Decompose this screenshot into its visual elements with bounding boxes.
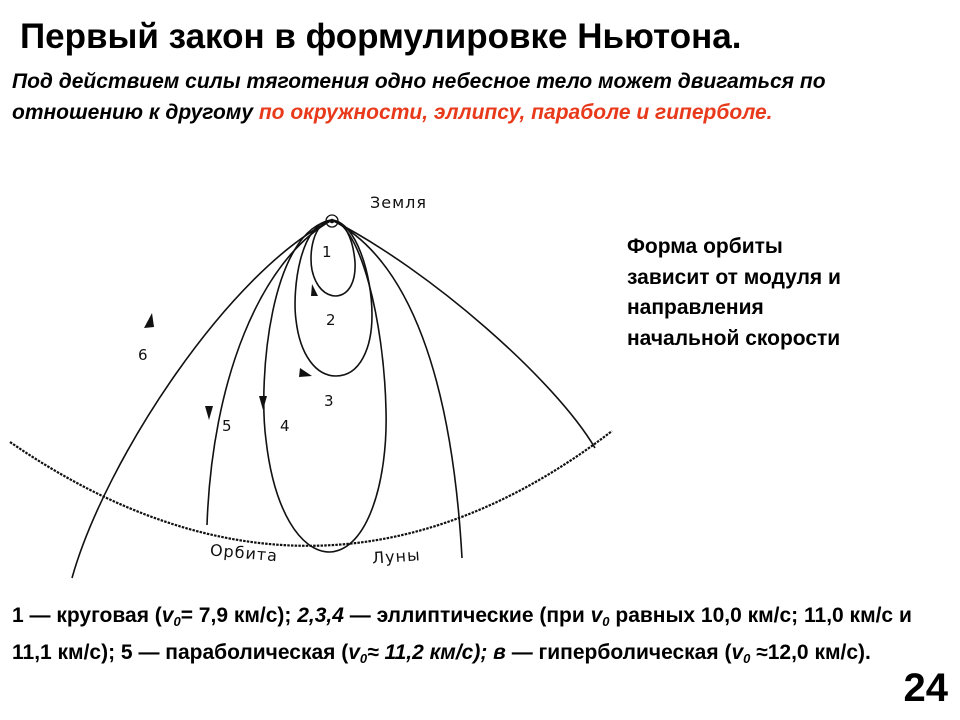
caption-run: ≈12,0 км/с). — [750, 641, 871, 664]
slide-number: 24 — [903, 666, 948, 710]
earth-label: Земля — [370, 193, 428, 212]
caption-run: v — [348, 641, 360, 664]
moon-orbit — [10, 431, 612, 546]
first-law-statement — [12, 66, 912, 128]
caption-run: = 7,9 км/с); — [180, 604, 298, 627]
arrow-orbit-4 — [259, 396, 267, 410]
orbit-velocity-legend — [12, 597, 947, 671]
caption-run: v — [161, 604, 174, 627]
arrow-orbit-2 — [311, 284, 318, 296]
caption-run: равных 10,0 км/с; 11,0 км/с и 11,1 км/с); 5 — параболическая ( — [12, 604, 912, 664]
subscript-run: 0 — [743, 651, 751, 666]
statement-highlight: по окружности, эллипсу, параболе и гиперболе. — [258, 101, 773, 124]
slide-title: Первый закон в формулировке Ньютона. — [20, 17, 742, 56]
orbit-label-2: 2 — [326, 311, 336, 329]
subscript-run: 0 — [602, 614, 610, 629]
caption-run: v — [590, 604, 603, 627]
moon-orbit-label-2: Луны — [371, 545, 422, 568]
caption-run: 2,3,4 — [297, 604, 344, 627]
orbit-shape-note — [627, 232, 927, 354]
note-line: направления — [627, 296, 764, 319]
arrow-orbit-6 — [144, 313, 154, 328]
caption-run: — эллиптические (при — [343, 604, 591, 627]
orbit-2-ellipse — [311, 220, 355, 296]
orbit-label-1: 1 — [322, 243, 332, 261]
caption-run: 1 — круговая ( — [12, 604, 162, 627]
subscript-run: 0 — [359, 651, 368, 666]
caption-run: — гиперболическая ( — [505, 641, 732, 664]
orbit-label-5: 5 — [222, 417, 232, 435]
caption-run: ≈ 11,2 км/с); в — [367, 641, 506, 664]
orbit-label-3: 3 — [324, 392, 334, 410]
arrow-orbit-5 — [205, 406, 213, 420]
earth-dot — [330, 219, 335, 224]
orbit-4-ellipse — [264, 220, 386, 552]
subscript-run: 0 — [173, 614, 181, 629]
note-line: зависит от модуля и — [627, 265, 841, 289]
caption-run: v — [731, 641, 744, 664]
orbit-3-ellipse — [295, 220, 372, 376]
note-line: Форма орбиты — [627, 235, 783, 258]
moon-orbit-label-1: Орбита — [209, 540, 279, 566]
statement-text: Под действием силы тяготения одно небесное тело может двигаться по отношению к другому — [12, 70, 826, 124]
orbit-label-4: 4 — [280, 417, 290, 435]
orbit-label-6: 6 — [138, 346, 148, 364]
arrow-orbit-3 — [299, 368, 312, 377]
note-line: начальной скорости — [627, 326, 841, 350]
orbits-diagram — [0, 180, 640, 580]
orbit-5-parabola — [207, 220, 462, 558]
